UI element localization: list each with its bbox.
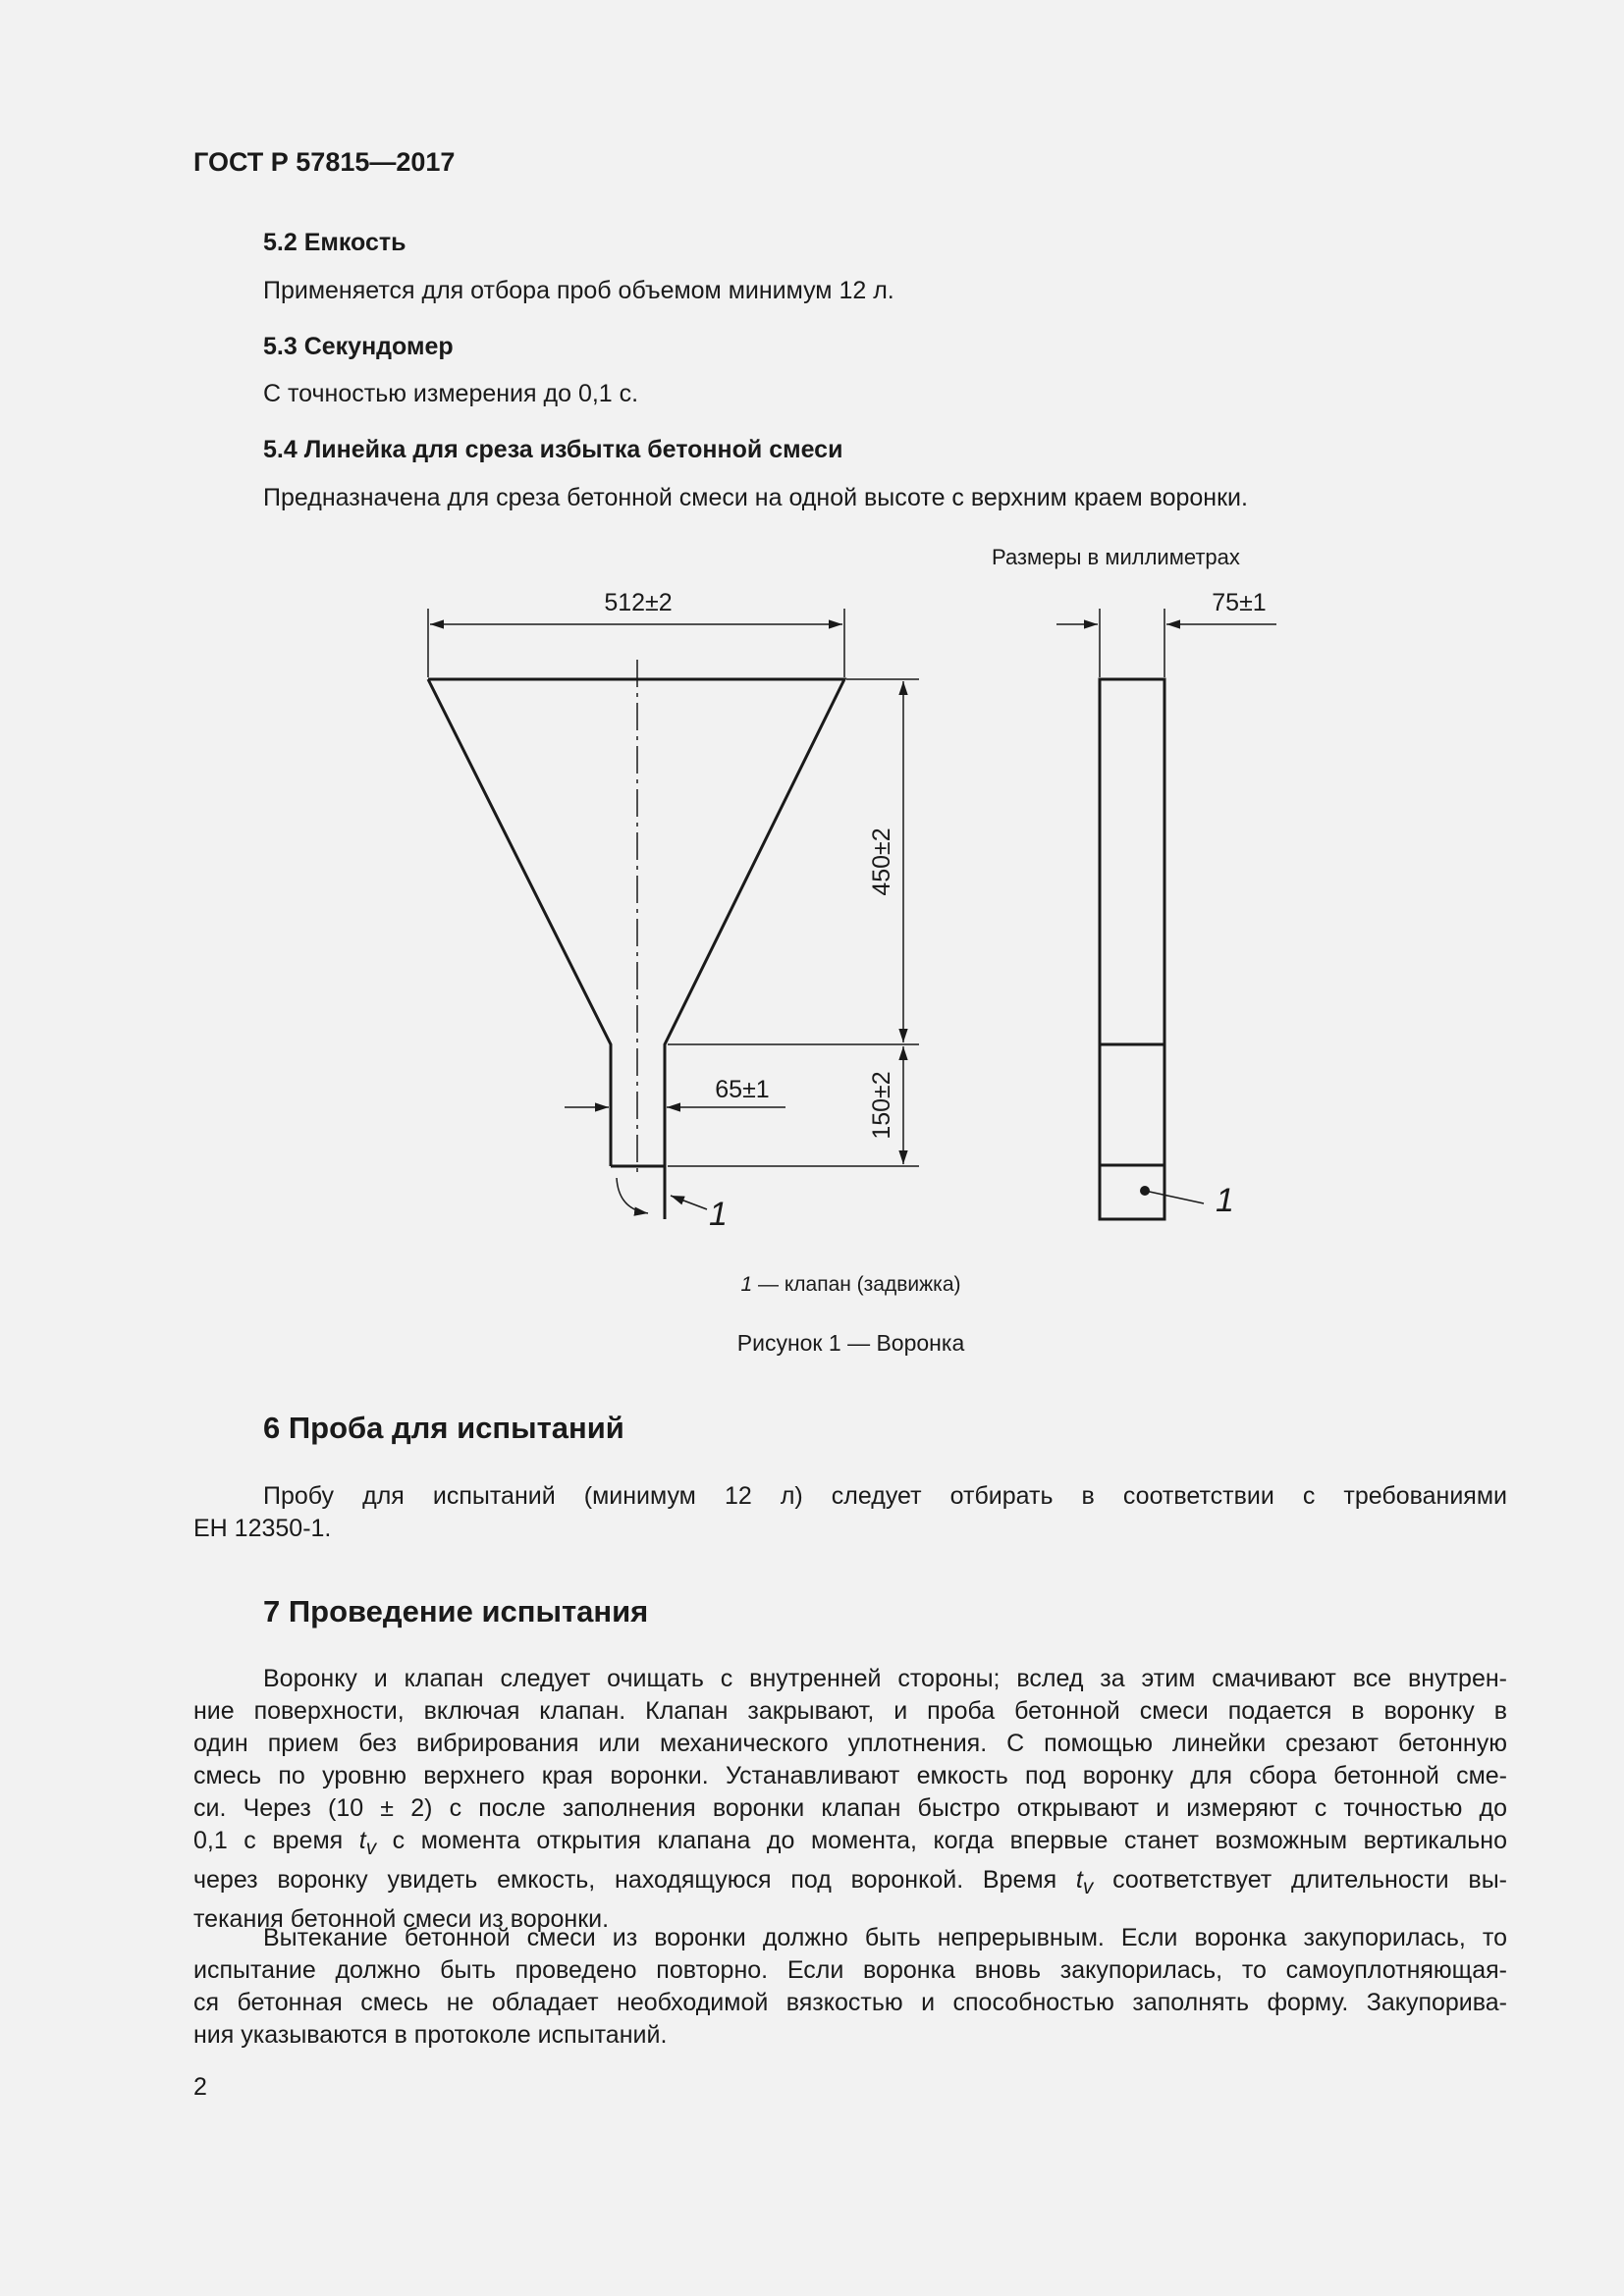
p2-line-4: ния указываются в протоколе испытаний. — [193, 2021, 668, 2049]
subsection-5-3-title: 5.3 Секундомер — [263, 333, 454, 360]
subsection-5-2-text: Применяется для отбора проб объемом минимум 12 л. — [263, 277, 894, 304]
subsection-5-4-text: Предназначена для среза бетонной смеси на одной высоте с верхним краем воронки. — [263, 484, 1248, 511]
funnel-outline — [428, 679, 844, 1166]
section-7-paragraph-2 — [193, 1922, 1507, 2052]
subsection-5-4-title: 5.4 Линейка для среза избытка бетонной смеси — [263, 436, 843, 463]
p1-line-6-b: с момента открытия клапана до момента, когда впервые станет возможным вертикально — [376, 1827, 1508, 1854]
legend-number: 1 — [740, 1273, 753, 1296]
p2-line-3: ся бетонная смесь не обладает необходимой вязкостью и способностью заполнять форму. Закупорива- — [193, 1989, 1507, 2016]
p1-line-2: ние поверхности, включая клапан. Клапан закрывают, и проба бетонной смеси подается в воронку в — [193, 1697, 1507, 1725]
side-valve-dot — [1140, 1186, 1150, 1196]
legend-text: — клапан (задвижка) — [752, 1273, 961, 1296]
p1-line-1: Воронку и клапан следует очищать с внутренней стороны; вслед за этим смачивают все внутрен- — [263, 1665, 1507, 1692]
page-number: 2 — [193, 2073, 207, 2101]
figure-caption: Рисунок 1 — Воронка — [736, 1330, 965, 1356]
p1-line-8: текания бетонной смеси из воронки. — [193, 1905, 610, 1933]
dim-side-width: 75±1 — [1212, 589, 1267, 616]
p2-line-1: Вытекание бетонной смеси из воронки должно быть непрерывным. Если воронка закупорилась, то — [263, 1924, 1507, 1951]
valve-swing-arrow — [617, 1178, 648, 1213]
p1-line-5: си. Через (10 ± 2) с после заполнения воронки клапан быстро открывают и измеряют с точностью до — [193, 1794, 1507, 1822]
section-7-title: 7 Проведение испытания — [263, 1594, 649, 1629]
front-callout-leader — [671, 1196, 707, 1209]
dim-top-width: 512±2 — [604, 589, 673, 616]
callout-side: 1 — [1216, 1182, 1234, 1219]
dim-spout-height: 150±2 — [868, 1071, 895, 1140]
var-t: t — [1075, 1866, 1083, 1894]
var-t: t — [358, 1827, 366, 1854]
p1-line-7-b: соответствует длительности вы- — [1093, 1866, 1507, 1894]
section-6-line-1: Пробу для испытаний (минимум 12 л) следует отбирать в соответствии с требованиями — [263, 1482, 1507, 1510]
dim-spout-width: 65±1 — [715, 1076, 770, 1103]
section-6-title: 6 Проба для испытаний — [263, 1411, 624, 1445]
section-6-line-2: ЕН 12350-1. — [193, 1515, 332, 1542]
dim-cone-height: 450±2 — [868, 828, 895, 896]
section-6-body — [193, 1480, 1507, 1545]
p1-line-6-a: 0,1 с время — [193, 1827, 359, 1854]
side-callout-leader — [1145, 1191, 1204, 1203]
p1-line-6 — [193, 1825, 1507, 1864]
callout-front: 1 — [709, 1196, 728, 1233]
p1-line-7 — [193, 1864, 1507, 1903]
side-view-body — [1100, 679, 1164, 1219]
figure-legend — [0, 1273, 1624, 1297]
p2-line-2: испытание должно быть проведено повторно. Если воронка вновь закупорилась, то самоуплотняющая- — [193, 1956, 1507, 1984]
p1-line-3: один прием без вибрирования или механического уплотнения. С помощью линейки срезают бетонную — [193, 1730, 1507, 1757]
var-t-sub: v — [365, 1837, 377, 1859]
subsection-5-2-title: 5.2 Емкость — [263, 229, 406, 256]
subsection-5-3-text: С точностью измерения до 0,1 с. — [263, 380, 639, 407]
p1-line-7-a: через воронку увидеть емкость, находящуюся под воронкой. Время — [193, 1866, 1076, 1894]
units-note: Размеры в миллиметрах — [992, 545, 1240, 569]
p1-line-4: смесь по уровню верхнего края воронки. Устанавливают емкость под воронку для сбора бетонной сме- — [193, 1762, 1507, 1789]
var-t-sub: v — [1082, 1876, 1094, 1898]
document-code: ГОСТ Р 57815—2017 — [193, 147, 456, 177]
section-7-paragraph-1 — [193, 1663, 1507, 1936]
